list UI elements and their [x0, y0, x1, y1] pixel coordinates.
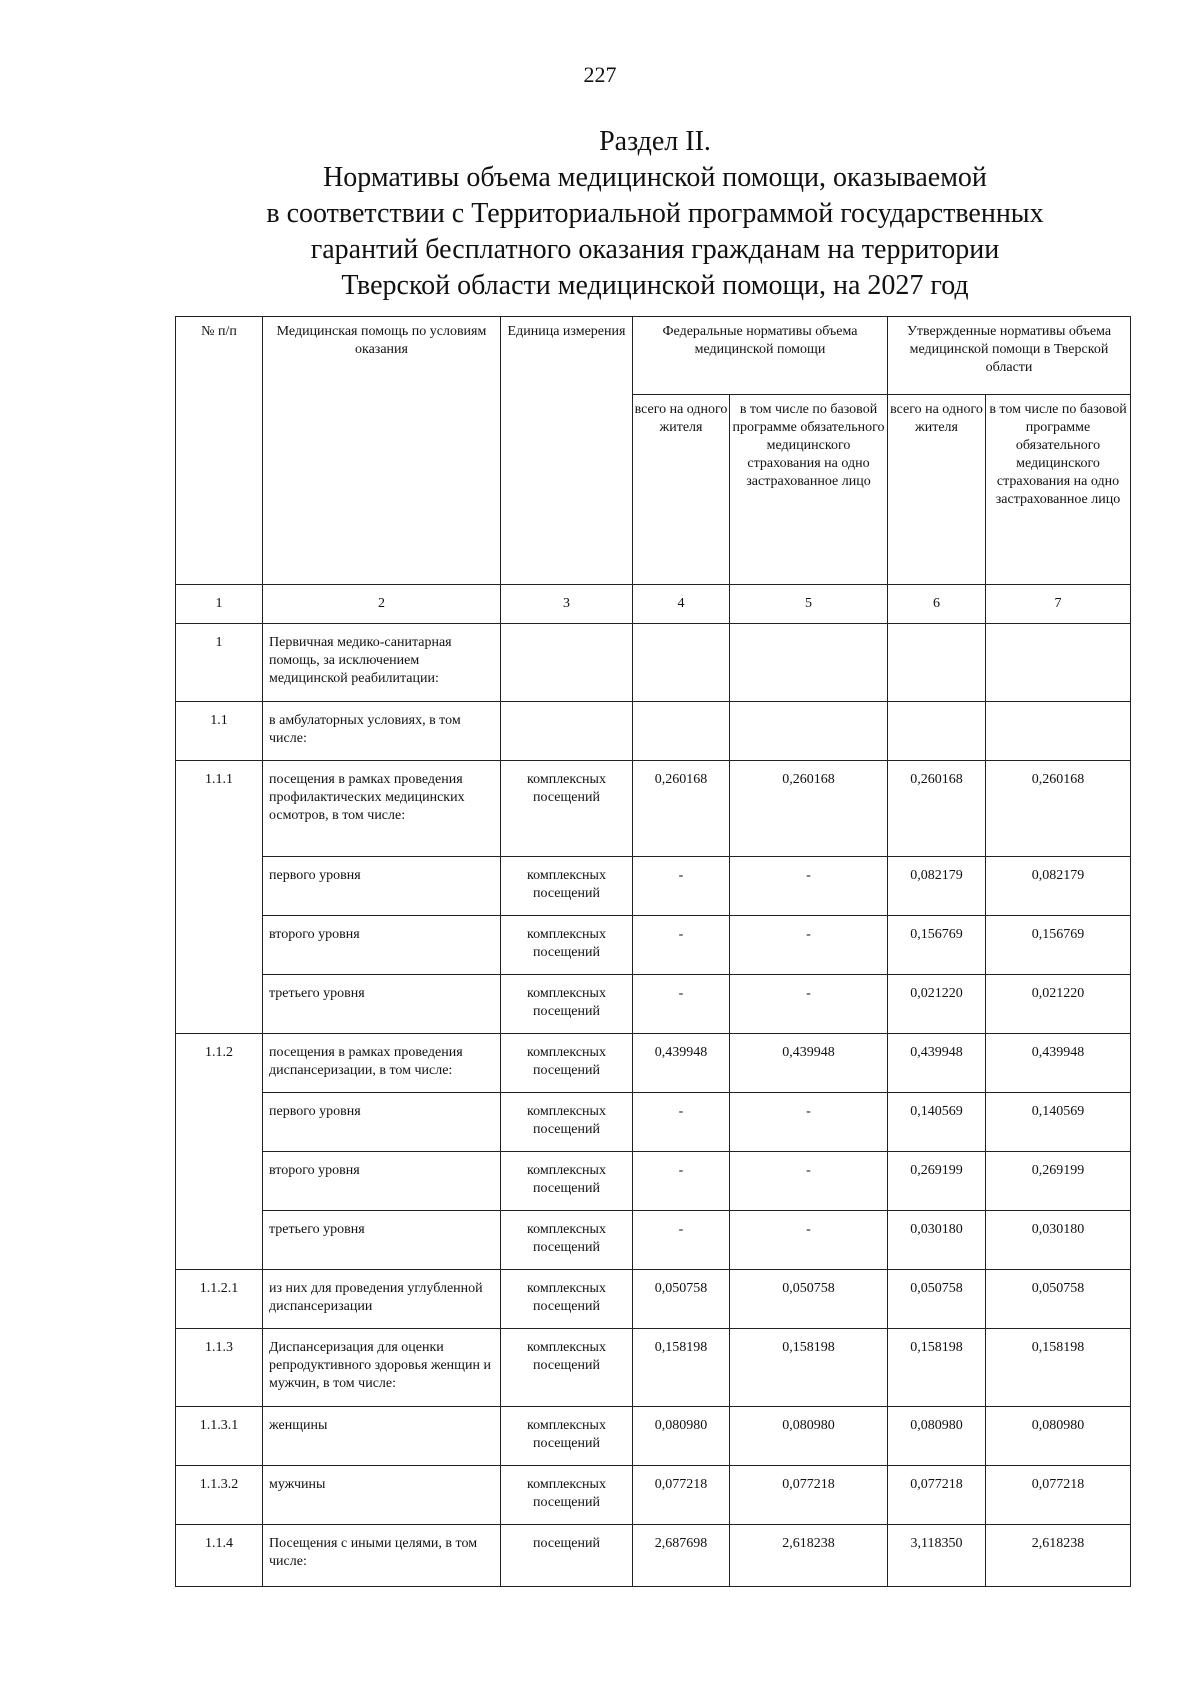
header-per-insured-approved: в том числе по базовой программе обязательного медицинского страхования на одно застрахованное лицо	[986, 395, 1131, 585]
row-federal-total: -	[633, 916, 730, 975]
row-approved-oms: 0,021220	[986, 975, 1131, 1034]
row-care: посещения в рамках проведения профилактических медицинских осмотров, в том числе:	[263, 761, 501, 857]
row-approved-oms	[986, 702, 1131, 761]
row-approved-total: 0,260168	[888, 761, 986, 857]
row-federal-total: -	[633, 975, 730, 1034]
row-unit	[501, 702, 633, 761]
row-care: Диспансеризация для оценки репродуктивного здоровья женщин и мужчин, в том числе:	[263, 1329, 501, 1407]
section-title	[0, 124, 1200, 304]
row-federal-total: 0,158198	[633, 1329, 730, 1407]
row-num: 1.1.2.1	[176, 1270, 263, 1329]
header-num: № п/п	[176, 317, 263, 585]
row-approved-oms: 0,082179	[986, 857, 1131, 916]
row-federal-total	[633, 624, 730, 702]
row-federal-oms: -	[730, 857, 888, 916]
row-federal-total: 0,439948	[633, 1034, 730, 1093]
row-approved-total: 0,082179	[888, 857, 986, 916]
row-approved-oms: 0,080980	[986, 1407, 1131, 1466]
row-approved-total: 0,439948	[888, 1034, 986, 1093]
row-approved-total: 0,050758	[888, 1270, 986, 1329]
column-number: 4	[633, 585, 730, 624]
row-unit	[501, 624, 633, 702]
row-num	[176, 916, 263, 975]
table-row	[176, 1034, 1131, 1093]
row-num	[176, 1093, 263, 1152]
row-care: первого уровня	[263, 1093, 501, 1152]
header-care: Медицинская помощь по условиям оказания	[263, 317, 501, 585]
table-row	[176, 1152, 1131, 1211]
table-row	[176, 1211, 1131, 1270]
row-unit: комплексных посещений	[501, 916, 633, 975]
title-line: Нормативы объема медицинской помощи, оказываемой	[323, 162, 987, 193]
row-approved-total: 0,158198	[888, 1329, 986, 1407]
row-approved-oms: 0,050758	[986, 1270, 1131, 1329]
row-care: Посещения с иными целями, в том числе:	[263, 1525, 501, 1587]
table-row	[176, 916, 1131, 975]
column-number: 6	[888, 585, 986, 624]
header-per-insured-federal: в том числе по базовой программе обязательного медицинского страхования на одно застрахованное лицо	[730, 395, 888, 585]
table-row	[176, 702, 1131, 761]
row-federal-oms	[730, 702, 888, 761]
row-approved-oms: 0,077218	[986, 1466, 1131, 1525]
row-care: первого уровня	[263, 857, 501, 916]
row-federal-oms: -	[730, 1211, 888, 1270]
row-unit: комплексных посещений	[501, 1034, 633, 1093]
row-care: мужчины	[263, 1466, 501, 1525]
row-approved-total: 3,118350	[888, 1525, 986, 1587]
row-num: 1	[176, 624, 263, 702]
row-federal-total: 0,260168	[633, 761, 730, 857]
table-row	[176, 1466, 1131, 1525]
table-row	[176, 857, 1131, 916]
table-row	[176, 624, 1131, 702]
row-approved-oms: 2,618238	[986, 1525, 1131, 1587]
row-federal-total: -	[633, 1093, 730, 1152]
column-number: 3	[501, 585, 633, 624]
row-approved-oms: 0,156769	[986, 916, 1131, 975]
column-number-row	[176, 585, 1131, 624]
row-unit: комплексных посещений	[501, 857, 633, 916]
row-federal-oms: -	[730, 1093, 888, 1152]
row-approved-oms: 0,260168	[986, 761, 1131, 857]
row-care: третьего уровня	[263, 975, 501, 1034]
row-unit: комплексных посещений	[501, 1407, 633, 1466]
row-federal-oms: 0,077218	[730, 1466, 888, 1525]
row-num	[176, 857, 263, 916]
title-line: гарантий бесплатного оказания гражданам на территории	[310, 234, 1000, 265]
header-approved: Утвержденные нормативы объема медицинской помощи в Тверской области	[888, 317, 1131, 395]
row-num	[176, 1152, 263, 1211]
row-num: 1.1.1	[176, 761, 263, 857]
row-approved-oms: 0,158198	[986, 1329, 1131, 1407]
table-row	[176, 975, 1131, 1034]
row-care: второго уровня	[263, 916, 501, 975]
row-federal-total: -	[633, 857, 730, 916]
row-num: 1.1.3.1	[176, 1407, 263, 1466]
row-num: 1.1	[176, 702, 263, 761]
row-federal-total	[633, 702, 730, 761]
row-federal-total: 0,080980	[633, 1407, 730, 1466]
row-approved-oms: 0,030180	[986, 1211, 1131, 1270]
row-care: Первичная медико-санитарная помощь, за исключением медицинской реабилитации:	[263, 624, 501, 702]
header-per-resident-federal: всего на одного жителя	[633, 395, 730, 585]
row-federal-oms: 2,618238	[730, 1525, 888, 1587]
page-number: 227	[583, 62, 617, 87]
row-federal-oms: -	[730, 916, 888, 975]
row-num: 1.1.2	[176, 1034, 263, 1093]
row-care: второго уровня	[263, 1152, 501, 1211]
column-number: 2	[263, 585, 501, 624]
title-line: Тверской области медицинской помощи, на 2027 год	[341, 270, 969, 301]
row-federal-oms: 0,050758	[730, 1270, 888, 1329]
header-unit: Единица измерения	[501, 317, 633, 585]
row-unit: комплексных посещений	[501, 1211, 633, 1270]
column-number: 7	[986, 585, 1131, 624]
row-federal-total: 2,687698	[633, 1525, 730, 1587]
table-row	[176, 1329, 1131, 1407]
header-per-resident-approved: всего на одного жителя	[888, 395, 986, 585]
row-care: третьего уровня	[263, 1211, 501, 1270]
norms-table	[175, 316, 1131, 1587]
row-unit: комплексных посещений	[501, 975, 633, 1034]
table-row	[176, 1525, 1131, 1587]
table-row	[176, 1270, 1131, 1329]
table-row	[176, 1093, 1131, 1152]
row-approved-total: 0,030180	[888, 1211, 986, 1270]
row-care: в амбулаторных условиях, в том числе:	[263, 702, 501, 761]
row-num: 1.1.3.2	[176, 1466, 263, 1525]
row-approved-total: 0,140569	[888, 1093, 986, 1152]
row-care: посещения в рамках проведения диспансеризации, в том числе:	[263, 1034, 501, 1093]
title-line: в соответствии с Территориальной программой государственных	[266, 198, 1044, 229]
norms-table-wrapper	[175, 316, 1131, 1587]
row-num	[176, 1211, 263, 1270]
row-federal-oms: -	[730, 1152, 888, 1211]
row-approved-oms: 0,269199	[986, 1152, 1131, 1211]
row-federal-total: 0,077218	[633, 1466, 730, 1525]
row-approved-total	[888, 624, 986, 702]
row-num: 1.1.4	[176, 1525, 263, 1587]
row-unit: комплексных посещений	[501, 1152, 633, 1211]
row-approved-oms: 0,439948	[986, 1034, 1131, 1093]
row-approved-total: 0,080980	[888, 1407, 986, 1466]
row-federal-oms: 0,260168	[730, 761, 888, 857]
row-federal-total: -	[633, 1152, 730, 1211]
row-approved-total	[888, 702, 986, 761]
row-unit: комплексных посещений	[501, 1329, 633, 1407]
row-num: 1.1.3	[176, 1329, 263, 1407]
row-federal-oms: -	[730, 975, 888, 1034]
title-line: Раздел II.	[599, 126, 711, 157]
row-federal-oms: 0,439948	[730, 1034, 888, 1093]
row-approved-total: 0,269199	[888, 1152, 986, 1211]
row-unit: посещений	[501, 1525, 633, 1587]
header-federal: Федеральные нормативы объема медицинской помощи	[633, 317, 888, 395]
row-approved-oms: 0,140569	[986, 1093, 1131, 1152]
row-care: из них для проведения углубленной диспансеризации	[263, 1270, 501, 1329]
table-row	[176, 1407, 1131, 1466]
row-approved-total: 0,156769	[888, 916, 986, 975]
row-unit: комплексных посещений	[501, 761, 633, 857]
row-federal-total: 0,050758	[633, 1270, 730, 1329]
row-care: женщины	[263, 1407, 501, 1466]
row-approved-oms	[986, 624, 1131, 702]
row-num	[176, 975, 263, 1034]
row-approved-total: 0,077218	[888, 1466, 986, 1525]
row-approved-total: 0,021220	[888, 975, 986, 1034]
row-federal-oms	[730, 624, 888, 702]
row-federal-oms: 0,080980	[730, 1407, 888, 1466]
row-unit: комплексных посещений	[501, 1093, 633, 1152]
table-row	[176, 761, 1131, 857]
row-federal-total: -	[633, 1211, 730, 1270]
row-unit: комплексных посещений	[501, 1270, 633, 1329]
row-federal-oms: 0,158198	[730, 1329, 888, 1407]
column-number: 1	[176, 585, 263, 624]
row-unit: комплексных посещений	[501, 1466, 633, 1525]
column-number: 5	[730, 585, 888, 624]
